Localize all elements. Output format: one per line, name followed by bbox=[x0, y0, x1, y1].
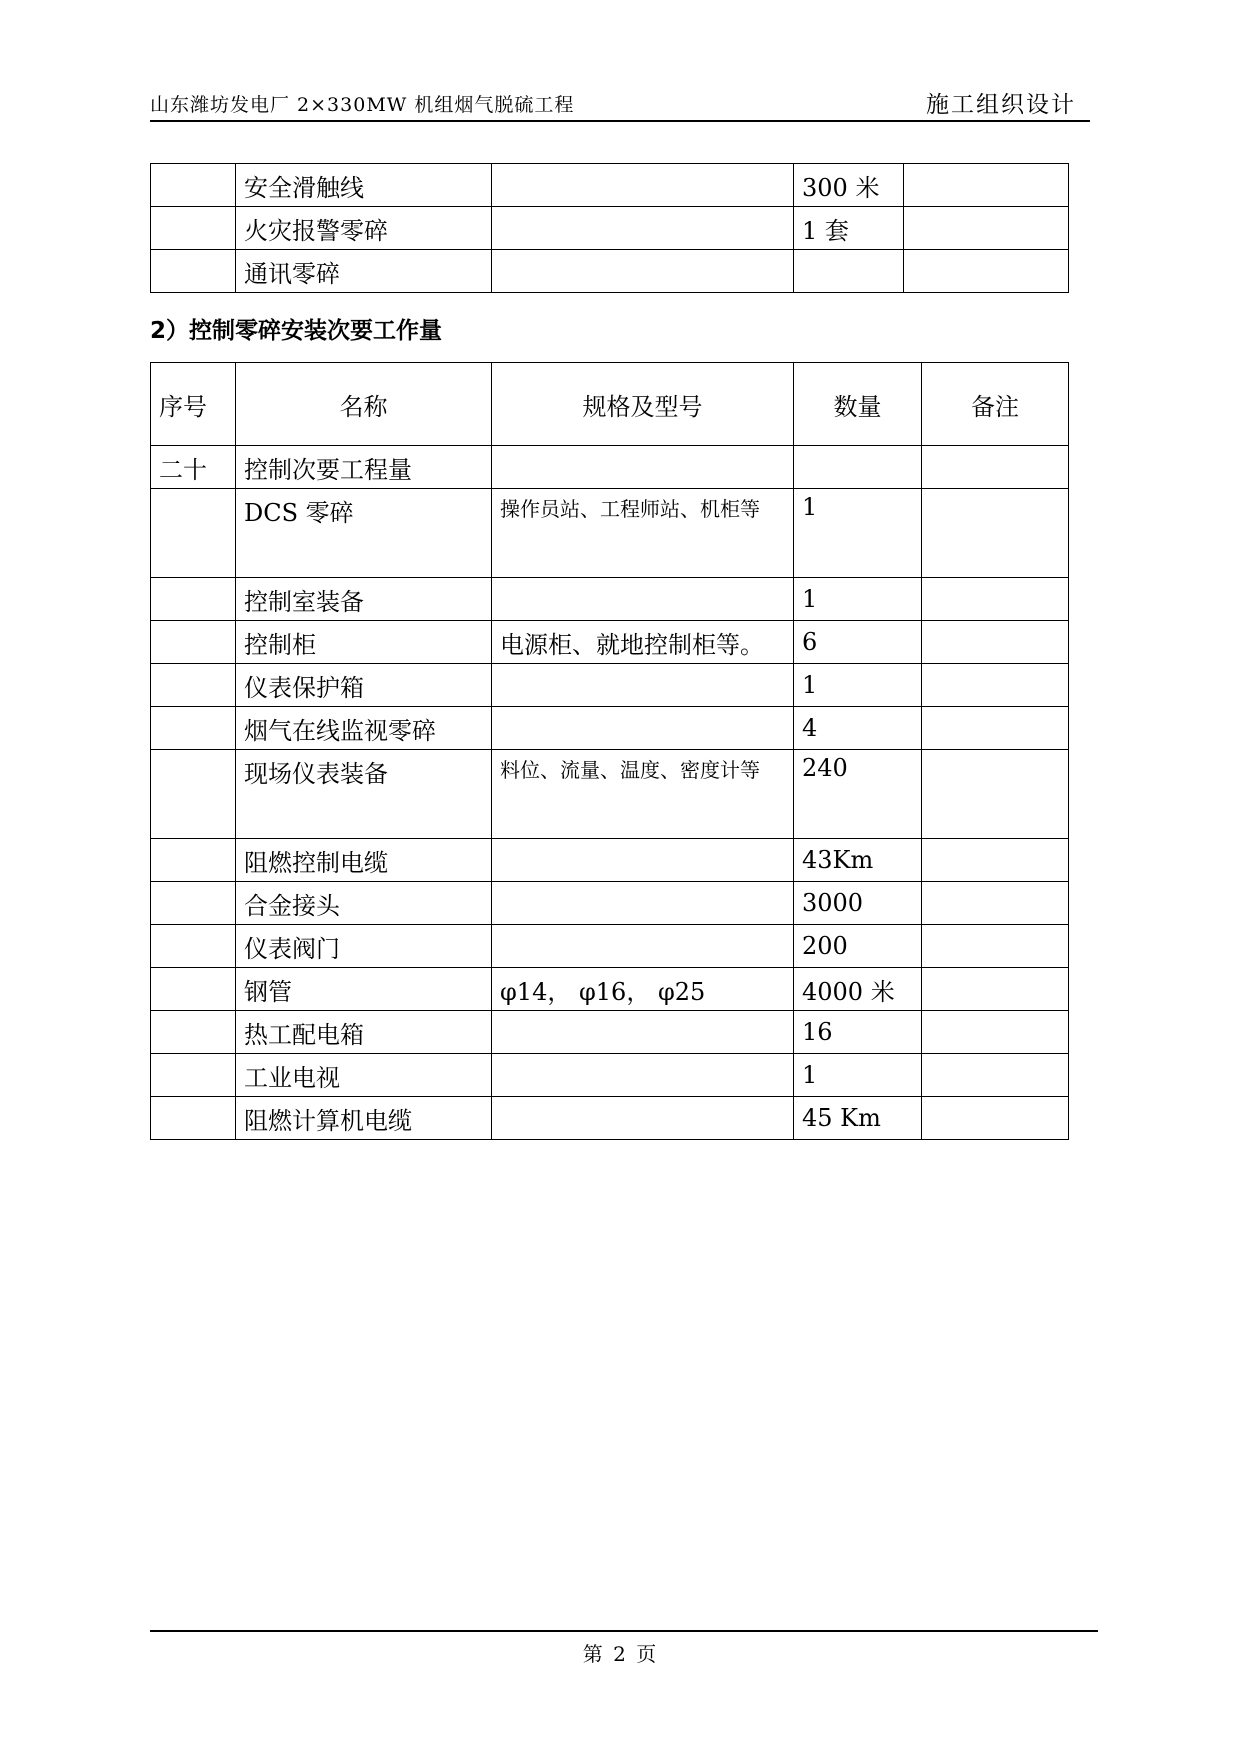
cell-note bbox=[922, 489, 1069, 578]
header-spec: 规格及型号 bbox=[492, 363, 794, 446]
header-name: 名称 bbox=[236, 363, 492, 446]
cell-no bbox=[151, 1054, 236, 1097]
cell-no bbox=[151, 489, 236, 578]
table-row bbox=[151, 925, 1069, 968]
cell-note bbox=[904, 250, 1069, 293]
header-qty: 数量 bbox=[794, 363, 922, 446]
control-system-quantity-table bbox=[150, 362, 1069, 1140]
cell-no bbox=[151, 707, 236, 750]
cell-spec bbox=[492, 250, 794, 293]
cell-note bbox=[922, 664, 1069, 707]
cell-name: 钢管 bbox=[236, 968, 492, 1011]
cell-no bbox=[151, 750, 236, 839]
cell-spec bbox=[492, 882, 794, 925]
cell-note bbox=[904, 164, 1069, 207]
cell-name: DCS 零碎 bbox=[236, 489, 492, 578]
table-row bbox=[151, 750, 1069, 839]
cell-spec bbox=[492, 1097, 794, 1140]
cell-note bbox=[904, 207, 1069, 250]
cell-qty: 6 bbox=[794, 621, 922, 664]
cell-note bbox=[922, 839, 1069, 882]
cell-spec bbox=[492, 207, 794, 250]
cell-spec bbox=[492, 1011, 794, 1054]
cell-note bbox=[922, 1011, 1069, 1054]
cell-note bbox=[922, 968, 1069, 1011]
table-row bbox=[151, 1097, 1069, 1140]
cell-note bbox=[922, 1054, 1069, 1097]
table-row bbox=[151, 446, 1069, 489]
cell-qty bbox=[794, 250, 904, 293]
cell-no bbox=[151, 1097, 236, 1140]
table-row bbox=[151, 839, 1069, 882]
cell-spec: 料位、流量、温度、密度计等 bbox=[492, 750, 794, 839]
cell-no bbox=[151, 164, 236, 207]
cell-qty: 3000 bbox=[794, 882, 922, 925]
cell-name: 控制次要工程量 bbox=[236, 446, 492, 489]
document-title: 施工组织设计 bbox=[926, 92, 1076, 118]
cell-qty: 4000 米 bbox=[794, 968, 922, 1011]
cell-name: 现场仪表装备 bbox=[236, 750, 492, 839]
cell-name: 工业电视 bbox=[236, 1054, 492, 1097]
table-row bbox=[151, 207, 1069, 250]
project-title: 山东潍坊发电厂 2×330MW 机组烟气脱硫工程 bbox=[150, 94, 575, 116]
cell-note bbox=[922, 1097, 1069, 1140]
cell-no bbox=[151, 925, 236, 968]
cell-qty: 240 bbox=[794, 750, 922, 839]
cell-qty: 43Km bbox=[794, 839, 922, 882]
cell-qty bbox=[794, 446, 922, 489]
cell-no bbox=[151, 664, 236, 707]
cell-qty: 1 bbox=[794, 578, 922, 621]
table-row bbox=[151, 1011, 1069, 1054]
cell-spec: 电源柜、就地控制柜等。 bbox=[492, 621, 794, 664]
cell-spec: φ14， φ16， φ25 bbox=[492, 968, 794, 1011]
cell-spec bbox=[492, 1054, 794, 1097]
cell-spec bbox=[492, 707, 794, 750]
cell-no: 二十 bbox=[151, 446, 236, 489]
cell-name: 控制柜 bbox=[236, 621, 492, 664]
cell-note bbox=[922, 925, 1069, 968]
cell-name: 烟气在线监视零碎 bbox=[236, 707, 492, 750]
table-row bbox=[151, 621, 1069, 664]
footer-divider bbox=[150, 1630, 1098, 1632]
cell-no bbox=[151, 250, 236, 293]
cell-note bbox=[922, 707, 1069, 750]
cell-no bbox=[151, 578, 236, 621]
cell-qty: 1 bbox=[794, 489, 922, 578]
table-row bbox=[151, 664, 1069, 707]
cell-name: 通讯零碎 bbox=[236, 250, 492, 293]
cell-no bbox=[151, 882, 236, 925]
cell-name: 控制室装备 bbox=[236, 578, 492, 621]
cell-no bbox=[151, 968, 236, 1011]
cell-qty: 1 bbox=[794, 1054, 922, 1097]
cell-name: 合金接头 bbox=[236, 882, 492, 925]
cell-note bbox=[922, 446, 1069, 489]
cell-note bbox=[922, 750, 1069, 839]
cell-spec bbox=[492, 164, 794, 207]
cell-spec: 操作员站、工程师站、机柜等 bbox=[492, 489, 794, 578]
header-no: 序号 bbox=[151, 363, 236, 446]
cell-note bbox=[922, 882, 1069, 925]
cell-qty: 300 米 bbox=[794, 164, 904, 207]
table-row bbox=[151, 164, 1069, 207]
cell-name: 火灾报警零碎 bbox=[236, 207, 492, 250]
page-number: 第 2 页 bbox=[582, 1642, 659, 1666]
cell-qty: 45 Km bbox=[794, 1097, 922, 1140]
cell-no bbox=[151, 839, 236, 882]
cell-qty: 4 bbox=[794, 707, 922, 750]
table-row bbox=[151, 1054, 1069, 1097]
cell-no bbox=[151, 621, 236, 664]
table-row bbox=[151, 707, 1069, 750]
cell-note bbox=[922, 621, 1069, 664]
table-header-row bbox=[151, 363, 1069, 446]
cell-note bbox=[922, 578, 1069, 621]
table-row bbox=[151, 489, 1069, 578]
cell-no bbox=[151, 1011, 236, 1054]
table-row bbox=[151, 968, 1069, 1011]
cell-spec bbox=[492, 446, 794, 489]
cell-name: 仪表阀门 bbox=[236, 925, 492, 968]
cell-name: 热工配电箱 bbox=[236, 1011, 492, 1054]
table-row bbox=[151, 578, 1069, 621]
cell-name: 阻燃计算机电缆 bbox=[236, 1097, 492, 1140]
cell-no bbox=[151, 207, 236, 250]
cell-name: 仪表保护箱 bbox=[236, 664, 492, 707]
page-header bbox=[150, 90, 1090, 122]
cell-qty: 200 bbox=[794, 925, 922, 968]
cell-qty: 16 bbox=[794, 1011, 922, 1054]
cell-spec bbox=[492, 578, 794, 621]
section-heading: 2）控制零碎安装次要工作量 bbox=[150, 318, 443, 344]
cell-name: 阻燃控制电缆 bbox=[236, 839, 492, 882]
cell-spec bbox=[492, 925, 794, 968]
equipment-table-continued bbox=[150, 163, 1069, 293]
header-note: 备注 bbox=[922, 363, 1069, 446]
table-row bbox=[151, 250, 1069, 293]
cell-qty: 1 bbox=[794, 664, 922, 707]
cell-qty: 1 套 bbox=[794, 207, 904, 250]
cell-name: 安全滑触线 bbox=[236, 164, 492, 207]
cell-spec bbox=[492, 839, 794, 882]
cell-spec bbox=[492, 664, 794, 707]
table-row bbox=[151, 882, 1069, 925]
